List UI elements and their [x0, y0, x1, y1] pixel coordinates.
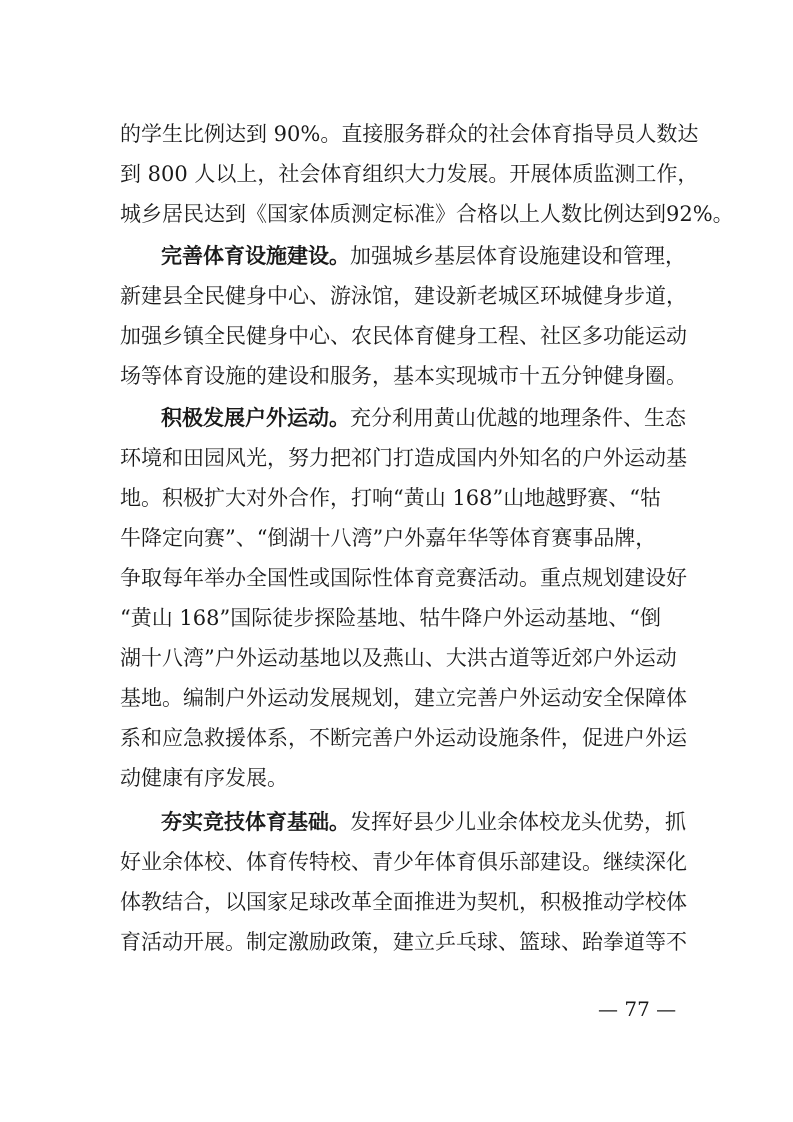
text-line: [0, 718, 793, 758]
line-text: 湖十八湾”户外运动基地以及燕山、大洪古道等近郊户外运动: [120, 646, 677, 670]
line-text: 育活动开展。制定激励政策，建立乒乓球、篮球、跆拳道等不: [120, 930, 687, 954]
line-text: “黄山 168”国际徒步探险基地、牯牛降户外运动基地、“倒: [120, 606, 661, 630]
page-number: — 77 —: [598, 997, 677, 1021]
paragraph-heading: 积极发展户外运动。: [161, 405, 350, 430]
line-text: 城乡居民达到《国家体质测定标准》合格以上人数比例达到92%。: [120, 202, 734, 226]
text-line: [0, 438, 793, 478]
line-text: 加强乡镇全民健身中心、农民体育健身工程、社区多功能运动: [120, 324, 687, 348]
text-line: [0, 154, 793, 194]
line-text: 到 800 人以上，社会体育组织大力发展。开展体质监测工作，: [120, 162, 699, 186]
text-line: [0, 598, 793, 638]
text-line: [0, 398, 793, 438]
line-text: 充分利用黄山优越的地理条件、生态: [350, 406, 686, 430]
text-line: [0, 478, 793, 518]
text-line: [0, 882, 793, 922]
text-line: [0, 802, 793, 842]
line-text: 牛降定向赛”、“倒湖十八湾”户外嘉年华等体育赛事品牌，: [120, 526, 657, 550]
text-line: [0, 922, 793, 962]
text-line: [0, 316, 793, 356]
paragraph-heading: 夯实竞技体育基础。: [161, 809, 350, 834]
paragraph-heading: 完善体育设施建设。: [161, 243, 350, 268]
text-line: [0, 678, 793, 718]
text-line: [0, 758, 793, 798]
line-text: 发挥好县少儿业余体校龙头优势，抓: [350, 810, 686, 834]
line-text: 争取每年举办全国性或国际性体育竞赛活动。重点规划建设好: [120, 566, 687, 590]
line-text: 加强城乡基层体育设施建设和管理，: [350, 244, 686, 268]
line-text: 好业余体校、体育传特校、青少年体育俱乐部建设。继续深化: [120, 850, 687, 874]
line-text: 场等体育设施的建设和服务，基本实现城市十五分钟健身圈。: [120, 364, 687, 388]
line-text: 系和应急救援体系，不断完善户外运动设施条件，促进户外运: [120, 726, 687, 750]
line-text: 体教结合，以国家足球改革全面推进为契机，积极推动学校体: [120, 890, 687, 914]
line-text: 动健康有序发展。: [120, 766, 288, 790]
text-line: [0, 276, 793, 316]
text-line: [0, 194, 793, 234]
line-text: 新建县全民健身中心、游泳馆，建设新老城区环城健身步道，: [120, 284, 687, 308]
text-line: [0, 356, 793, 396]
text-line: [0, 842, 793, 882]
line-text: 环境和田园风光，努力把祁门打造成国内外知名的户外运动基: [120, 446, 687, 470]
text-line: [0, 558, 793, 598]
line-text: 地。积极扩大对外合作，打响“黄山 168”山地越野赛、“牯: [120, 486, 661, 510]
line-text: 基地。编制户外运动发展规划，建立完善户外运动安全保障体: [120, 686, 687, 710]
text-line: [0, 236, 793, 276]
text-line: [0, 518, 793, 558]
line-text: 的学生比例达到 90%。直接服务群众的社会体育指导员人数达: [120, 122, 699, 146]
text-line: [0, 114, 793, 154]
text-line: [0, 638, 793, 678]
